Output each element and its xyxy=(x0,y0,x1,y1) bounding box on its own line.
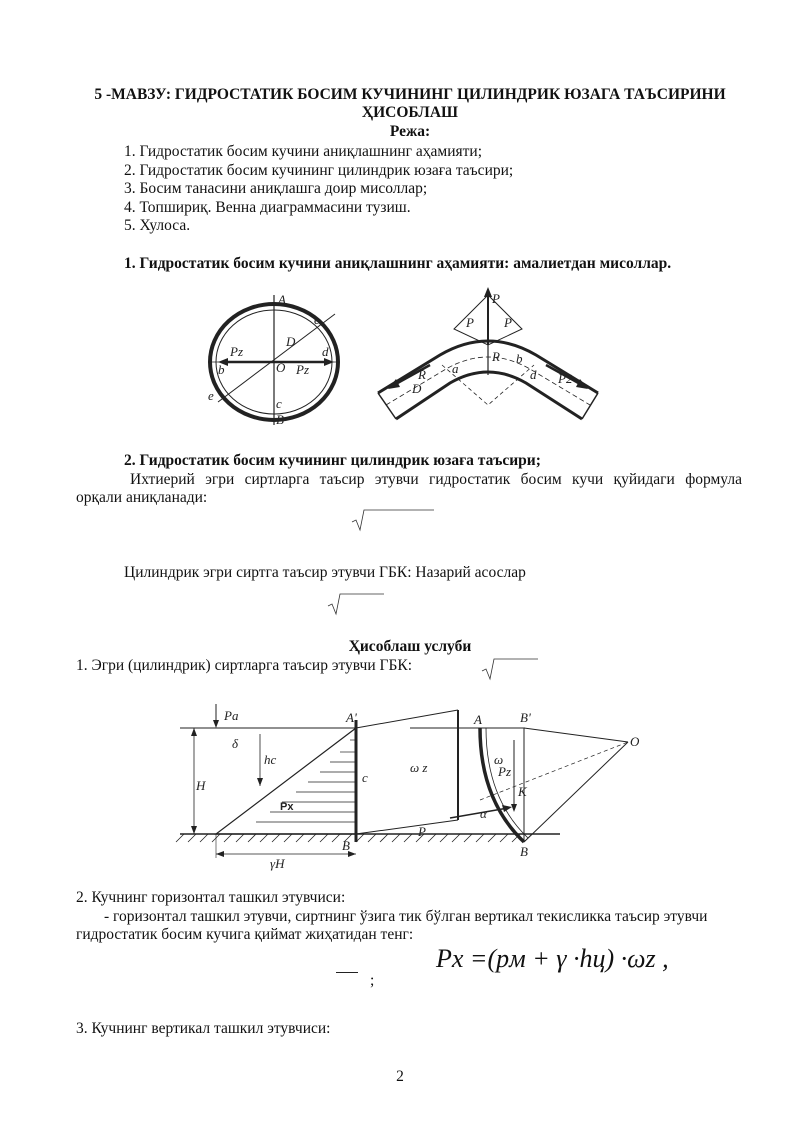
label-hc: hc xyxy=(264,752,277,767)
label-b-bend: b xyxy=(516,351,523,366)
label-d: d xyxy=(322,344,329,359)
label-c: c xyxy=(276,396,282,411)
plan-item-5: 5. Хулоса. xyxy=(124,217,191,234)
formula-semicolon: ; xyxy=(370,972,375,989)
label-b-bottom: B xyxy=(520,844,528,859)
label-r-center: R xyxy=(492,349,500,364)
label-p-top: P xyxy=(492,291,500,306)
label-omega-z: ω z xyxy=(410,760,428,775)
label-a-prime: A' xyxy=(346,710,357,725)
label-e-top: e xyxy=(314,312,320,327)
page-title-line2: ҲИСОБЛАШ xyxy=(361,104,459,121)
label-e-bottom: e xyxy=(208,388,214,403)
label-delta: δ xyxy=(232,736,239,751)
horizontal-force-formula: Px =(pм + γ ·hц) ·ωz , xyxy=(436,944,669,973)
method-item-1: 1. Эгри (цилиндрик) сиртларга таъсир этувчи ГБК: xyxy=(76,657,412,674)
label-d-diameter: D xyxy=(286,334,296,349)
label-pz-right: Pz xyxy=(296,362,309,377)
page-number: 2 xyxy=(396,1068,404,1085)
item3-heading: 3. Кучнинг вертикал ташкил этувчиси: xyxy=(76,1020,331,1037)
label-a: A xyxy=(278,292,286,307)
label-alpha: α xyxy=(480,806,487,821)
label-pz-left: Pz xyxy=(230,344,243,359)
label-o: O xyxy=(630,734,640,749)
page-title-line1: 5 -МАВЗУ: ГИДРОСТАТИК БОСИМ КУЧИНИНГ ЦИЛИНДРИК ЮЗАГА ТАЪСИРИНИ xyxy=(94,86,726,103)
label-pz: Pz xyxy=(498,764,511,779)
item2-line2: гидростатик босим кучига қиймат жиҳатидан тенг: xyxy=(76,926,414,943)
plan-item-4: 4. Топшириқ. Венна диаграммасини тузиш. xyxy=(124,199,411,216)
sqrt-placeholder-3 xyxy=(482,657,538,681)
item2-heading: 2. Кучнинг горизонтал ташкил этувчиси: xyxy=(76,889,346,906)
pipe-cross-section-figure xyxy=(200,290,350,430)
plan-heading: Режа: xyxy=(389,123,431,140)
section2-heading: 2. Гидростатик босим кучининг цилиндрик юзаға таъсири; xyxy=(124,452,541,469)
plan-item-3: 3. Босим танасини аниқлашга доир мисоллар; xyxy=(124,180,428,197)
item2-line1: - горизонтал ташкил этувчи, сиртнинг ўзига тик бўлган вертикал текисликка таъсир этувчи xyxy=(104,908,708,925)
sqrt-placeholder-1 xyxy=(352,508,434,532)
label-px: Px xyxy=(280,801,294,813)
label-o: O xyxy=(276,360,286,375)
label-b-prime: B' xyxy=(520,710,531,725)
theory-line: Цилиндрик эгри сиртга таъсир этувчи ГБК: Назарий асослар xyxy=(124,564,526,581)
label-r-left: R xyxy=(418,367,426,382)
label-p: P xyxy=(418,824,426,839)
label-a: A xyxy=(474,712,482,727)
method-heading: Ҳисоблаш услуби xyxy=(348,638,472,655)
label-b-left: B xyxy=(342,838,350,853)
label-omega: ω xyxy=(494,752,504,767)
section2-paragraph-line1: Ихтиерий эгри сиртларга таъсир этувчи гидростатик босим кучи қуйидаги формула xyxy=(130,471,742,488)
label-p-left: P xyxy=(466,315,474,330)
section2-paragraph-line2: орқали аниқланади: xyxy=(76,489,208,506)
label-p-right: P xyxy=(504,315,512,330)
label-k: K xyxy=(518,784,527,799)
sqrt-placeholder-2 xyxy=(328,592,384,616)
label-a-bend: a xyxy=(452,361,459,376)
label-b: b xyxy=(218,362,225,377)
label-c: c xyxy=(362,770,368,785)
label-d-left: D xyxy=(412,381,422,396)
label-pa: Pa xyxy=(224,708,239,723)
label-p2: P2 xyxy=(558,371,573,386)
label-b-bottom: B xyxy=(276,412,284,427)
plan-item-1: 1. Гидростатик босим кучини аниқлашнинг аҳамияти; xyxy=(124,143,483,160)
fraction-bar xyxy=(336,972,358,973)
label-gamma-h: γH xyxy=(270,856,285,871)
label-d-right: d xyxy=(530,367,537,382)
label-h: H xyxy=(196,778,206,793)
pipe-bend-figure xyxy=(370,285,610,435)
plan-item-2: 2. Гидростатик босим кучининг цилиндрик юзаға таъсири; xyxy=(124,162,514,179)
cylindrical-surface-pressure-figure xyxy=(180,700,670,870)
section1-heading: 1. Гидростатик босим кучини аниқлашнинг аҳамияти: амалиетдан мисоллар. xyxy=(124,255,672,272)
